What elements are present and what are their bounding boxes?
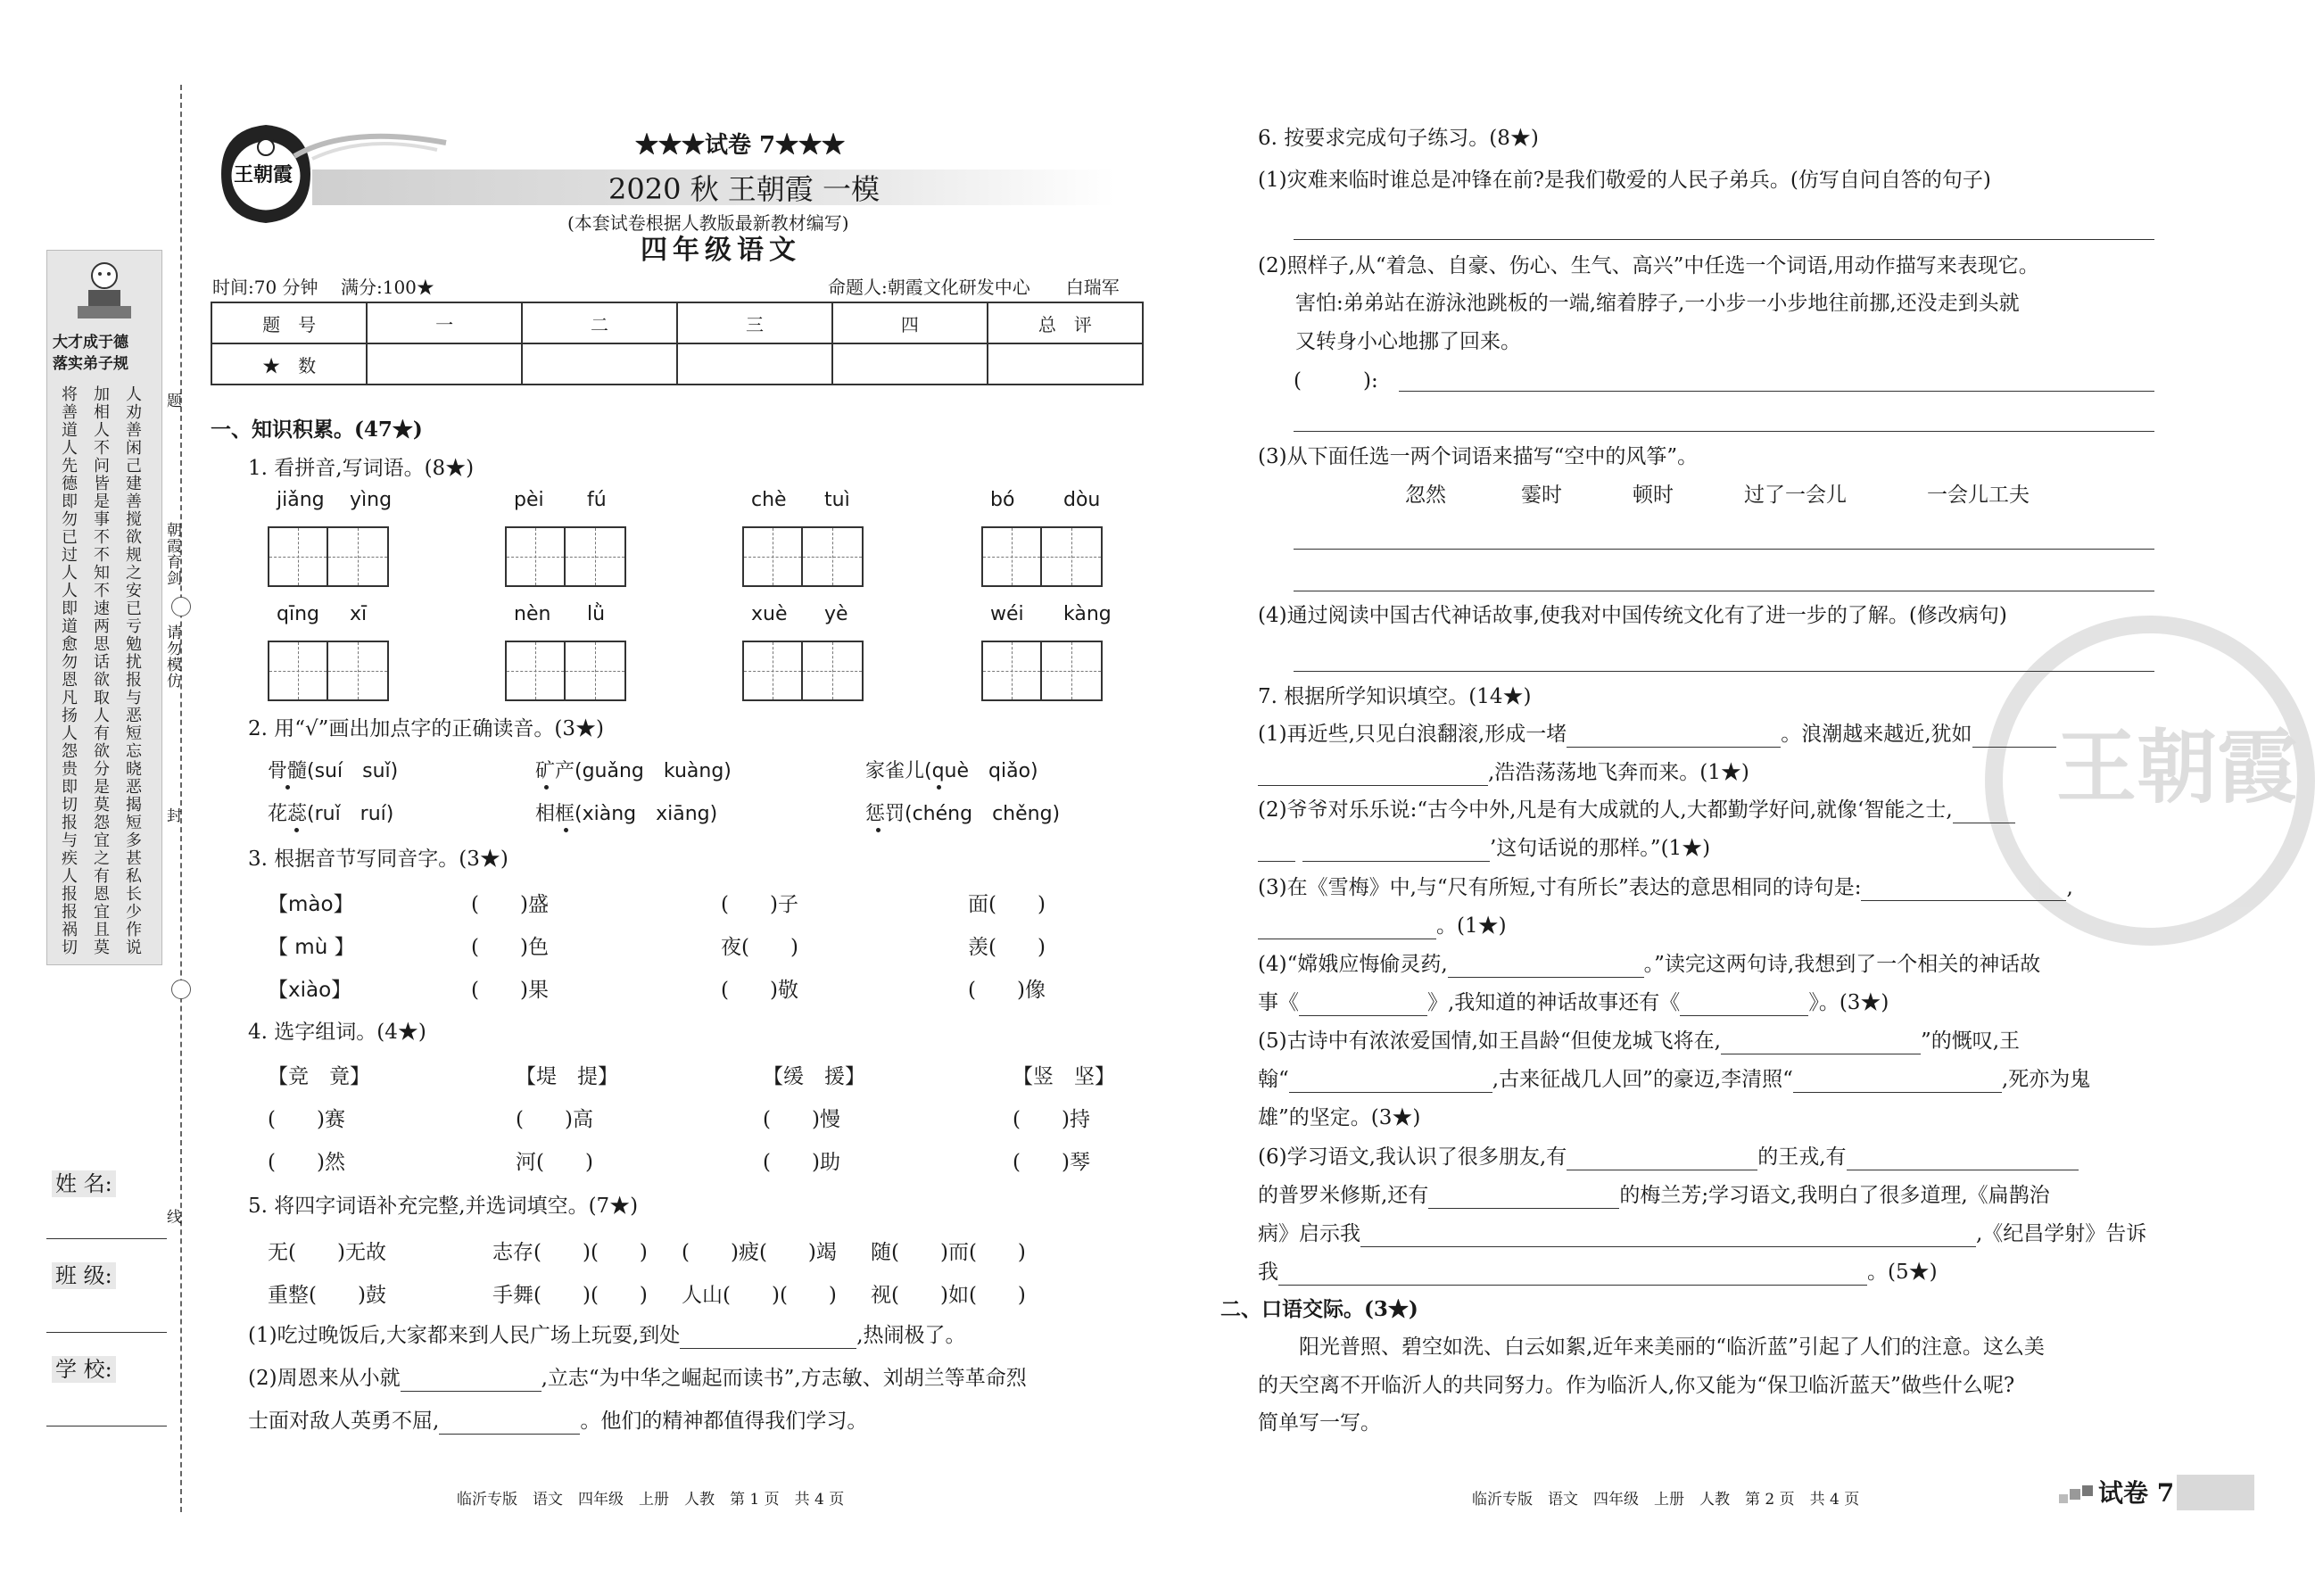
q3-fill-item[interactable]: ( )色 — [471, 936, 549, 959]
tianzige-cell[interactable] — [328, 641, 389, 701]
q7-text: ’这句话说的那样。”(1★) — [1490, 837, 1711, 860]
q3-fill-item[interactable]: ( )果 — [471, 979, 549, 1002]
q5-sentence-2 — [248, 1365, 1027, 1392]
sidebar-mark-ti: 题 — [163, 393, 181, 409]
q7-text: ”的慨叹,王 — [1920, 1030, 2021, 1053]
sidebar-motto-column: 报与恶短 — [123, 671, 142, 742]
q3-fill-item[interactable]: ( )敬 — [721, 979, 798, 1002]
pinyin-syllable: dòu — [1063, 489, 1101, 511]
score-header-cell: 四 — [832, 302, 988, 343]
sidebar-motto-column: 报与疾人 — [59, 814, 78, 885]
sidebar-motto-column: 己建善搅 — [123, 457, 142, 528]
q7-text: ,古来征战几人回”的豪迈,李清照“ — [1492, 1068, 1793, 1091]
footer-right: 临沂专版 语文 四年级 上册 人教 第 2 页 共 4 页 — [1472, 1491, 1860, 1509]
tianzige-cell[interactable] — [566, 526, 626, 587]
section2-title: 二、口语交际。(3★) — [1220, 1297, 1418, 1321]
q2-item: 惩罚(chéng chěng) — [865, 803, 1061, 825]
score-header-cell: 题 号 — [211, 302, 367, 343]
score-header-cell: 一 — [367, 302, 522, 343]
q7-line-6 — [1258, 913, 1507, 939]
q2-title: 2. 用“√”画出加点字的正确读音。(3★) — [248, 717, 605, 740]
q3-syllable: 【 mù 】 — [268, 936, 355, 959]
q7-blank[interactable] — [1567, 1150, 1757, 1170]
q5-idiom[interactable]: 重整( )鼓 — [268, 1284, 386, 1307]
q5-s2-text-a: (2)周恩来从小就 — [248, 1367, 401, 1390]
sidebar-motto-column: 欲取人有 — [91, 671, 110, 742]
footer-tag-squares — [2059, 1485, 2095, 1503]
tianzige-cell[interactable] — [505, 526, 566, 587]
q7-line-10 — [1258, 1066, 2090, 1093]
sidebar-motto-top: 大才成于德 — [53, 334, 128, 351]
score-header-cell: 二 — [522, 302, 677, 343]
q7-blank[interactable] — [1721, 1034, 1921, 1054]
q5-idiom[interactable]: ( )疲( )竭 — [682, 1241, 837, 1264]
q7-text: 。(5★) — [1867, 1261, 1938, 1284]
section1-title: 一、知识积累。(47★) — [211, 418, 423, 442]
q2-item: 相框(xiàng xiāng) — [535, 803, 718, 825]
pinyin-syllable: nèn — [514, 603, 551, 625]
brand-logo-text: 王朝霞 — [234, 163, 294, 186]
q3-syllable: 【mào】 — [268, 893, 354, 916]
sidebar-seal-circle-2 — [171, 980, 191, 999]
q7-blank[interactable] — [1793, 1072, 2002, 1093]
footer-tag-bar — [2177, 1475, 2254, 1510]
tianzige-box[interactable] — [268, 641, 389, 701]
q7-text: 翰“ — [1258, 1068, 1289, 1091]
q4-choice-pair: 【缓 援】 — [763, 1065, 865, 1088]
exam-subtitle: (本套试卷根据人教版最新教材编写) — [567, 212, 849, 234]
tianzige-cell[interactable] — [268, 526, 328, 587]
q6-part3: (3)从下面任选一两个词语来描写“空中的风筝”。 — [1258, 445, 1699, 468]
pinyin-syllable: xī — [350, 603, 368, 625]
q7-text: 的王戎,有 — [1757, 1145, 1847, 1169]
sidebar-motto-column: 怨宜之有 — [91, 814, 110, 885]
q7-text: 》。(3★) — [1808, 991, 1889, 1014]
q7-text: (3)在《雪梅》中,与“尺有所短,寸有所长”表达的意思相同的诗句是: — [1258, 876, 1862, 899]
sidebar-figure — [69, 256, 140, 327]
school-label: 学 校: — [52, 1356, 116, 1383]
q4-choice-pair: 【堤 提】 — [516, 1065, 618, 1088]
q7-line-1 — [1258, 721, 2056, 748]
q7-blank[interactable] — [1258, 841, 1295, 862]
q6-part2: (2)照样子,从“着急、自豪、伤心、生气、高兴”中任选一个词语,用动作描写来表现它。 — [1258, 254, 2039, 277]
q7-line-11: 雄”的坚定。(3★) — [1258, 1106, 1421, 1129]
score-header-cell: 总 评 — [988, 302, 1143, 343]
tianzige-box[interactable] — [505, 641, 626, 701]
q7-blank[interactable] — [1258, 919, 1436, 939]
q4-choice-pair: 【竞 竟】 — [268, 1065, 370, 1088]
q5-s2-blank-2[interactable] — [439, 1414, 580, 1435]
name-label: 姓 名: — [52, 1170, 116, 1197]
q6-part4: (4)通过阅读中国古代神话故事,使我对中国传统文化有了进一步的了解。(修改病句) — [1258, 604, 2007, 627]
q4-fill-item[interactable]: 河( ) — [516, 1151, 593, 1174]
tianzige-cell[interactable] — [742, 641, 803, 701]
sidebar-motto-column: 人劝善闲 — [123, 385, 142, 457]
q3-fill-item[interactable]: 羡( ) — [968, 936, 1046, 959]
sidebar-motto-column: 短多甚私 — [123, 814, 142, 885]
q7-line-13 — [1258, 1182, 2050, 1209]
q7-line-15 — [1258, 1259, 1938, 1286]
score-input-cell[interactable] — [988, 343, 1143, 385]
q6-word: 霎时 — [1521, 484, 1562, 507]
sidebar-motto-column: 恩宜且莫 — [91, 885, 110, 956]
section2-paragraph-2: 的天空离不开临沂人的共同努力。作为临沂人,你又能为“保卫临沂蓝天”做些什么呢? — [1258, 1374, 2015, 1397]
emphasis-dot — [294, 828, 299, 832]
q7-text: ,《纪昌学射》告诉 — [1976, 1222, 2147, 1245]
sidebar-motto-column: 即道愈勿 — [59, 600, 78, 671]
q7-blank[interactable] — [1258, 765, 1488, 786]
emphasis-dot — [876, 828, 881, 832]
q7-blank[interactable] — [1953, 803, 2015, 823]
q5-s1-blank[interactable] — [680, 1328, 856, 1349]
tianzige-cell[interactable] — [981, 526, 1042, 587]
q7-text: (2)爷爷对乐乐说:“古今中外,凡是有大成就的人,大都勤学好问,就像‘智能之士, — [1258, 798, 1953, 822]
sidebar-motto-column: 怨贵即切 — [59, 742, 78, 814]
q5-s1-text-b: ,热闹极了。 — [856, 1324, 966, 1347]
q4-fill-item[interactable]: ( )琴 — [1013, 1151, 1090, 1174]
emphasis-dot — [285, 785, 290, 790]
q6-part2-example-1: 害怕:弟弟站在游泳池跳板的一端,缩着脖子,一小步一小步地往前挪,还没走到头就 — [1295, 292, 2020, 315]
sidebar-mark-xian: 线 — [163, 1209, 181, 1225]
score-label-cell: ★ 数 — [211, 343, 367, 385]
sidebar-columns — [52, 385, 157, 956]
tianzige-cell[interactable] — [981, 641, 1042, 701]
pinyin-syllable: qīng — [277, 603, 319, 625]
score-input-cell[interactable] — [677, 343, 832, 385]
tianzige-cell[interactable] — [1042, 526, 1103, 587]
q7-blank[interactable] — [1360, 1227, 1976, 1247]
tianzige-box[interactable] — [981, 641, 1103, 701]
pinyin-syllable: wéi — [990, 603, 1024, 625]
q4-fill-item[interactable]: ( )然 — [268, 1151, 345, 1174]
q3-fill-item[interactable]: 夜( ) — [721, 936, 798, 959]
q7-line-7 — [1258, 951, 2040, 978]
q5-idiom[interactable]: 随( )而( ) — [871, 1241, 1026, 1264]
q7-line-3 — [1258, 797, 2015, 823]
pinyin-syllable: xuè — [751, 603, 788, 625]
pinyin-syllable: kàng — [1063, 603, 1112, 625]
q5-s2-blank-1[interactable] — [401, 1371, 542, 1392]
q7-text: (6)学习语文,我认识了很多朋友,有 — [1258, 1145, 1567, 1169]
q7-text: 的梅兰芳;学习语文,我明白了很多道理,《扁鹊治 — [1619, 1184, 2050, 1207]
pinyin-syllable: fú — [587, 489, 607, 511]
exam-grade: 四年级语文 — [641, 235, 801, 266]
q4-fill-item[interactable]: ( )慢 — [763, 1108, 840, 1131]
q7-text: 》,我知道的神话故事还有《 — [1427, 991, 1681, 1014]
exam-title: 2020 秋 王朝霞 一模 — [608, 172, 880, 206]
q3-fill-item[interactable]: ( )像 — [968, 979, 1046, 1002]
tianzige-cell[interactable] — [742, 526, 803, 587]
exam-number: ★★★试卷 7★★★ — [635, 132, 846, 159]
q5-sentence-1 — [248, 1322, 966, 1349]
sidebar-motto-column: 已过人人 — [59, 528, 78, 600]
q7-title: 7. 根据所学知识填空。(14★) — [1258, 685, 1532, 708]
q7-line-14 — [1258, 1220, 2146, 1247]
sidebar-mark-hong: 朝霞育剑 — [163, 522, 181, 586]
q6-part1: (1)灾难来临时谁总是冲锋在前?是我们敬爱的人民子弟兵。(仿写自问自答的句子) — [1258, 169, 1991, 192]
q7-blank[interactable] — [1299, 996, 1427, 1016]
q3-fill-item[interactable]: ( )盛 — [471, 893, 549, 916]
sidebar-motto-column: 速两思话 — [91, 600, 110, 671]
pinyin-syllable: yè — [824, 603, 848, 625]
q7-line-2 — [1258, 759, 1749, 786]
q6-part2-fill-label: ( ): — [1294, 369, 1378, 393]
pinyin-syllable: tuì — [824, 489, 850, 511]
q5-s2-text-c: 士面对敌人英勇不屈, — [248, 1410, 440, 1433]
tianzige-cell[interactable] — [803, 526, 864, 587]
q4-title: 4. 选字组词。(4★) — [248, 1021, 426, 1044]
score-table-value-row — [211, 343, 1143, 385]
tianzige-box[interactable] — [742, 641, 864, 701]
score-table — [211, 302, 1144, 385]
q5-idiom[interactable]: 志存( )( ) — [492, 1241, 648, 1264]
pinyin-syllable: lǜ — [587, 603, 606, 625]
q6-word: 忽然 — [1405, 484, 1446, 507]
q7-blank[interactable] — [1289, 1072, 1492, 1093]
q5-idiom[interactable]: 无( )无故 — [268, 1241, 386, 1264]
q7-blank[interactable] — [1680, 996, 1808, 1016]
score-table-header-row — [211, 302, 1143, 343]
section2-paragraph-1: 阳光普照、碧空如洗、白云如絮,近年来美丽的“临沂蓝”引起了人们的注意。这么美 — [1299, 1336, 2045, 1359]
q7-text: 我 — [1258, 1261, 1278, 1284]
header-swoosh — [294, 125, 446, 161]
sidebar-motto-column: 已亏勉扰 — [123, 600, 142, 671]
pinyin-syllable: yìng — [350, 489, 393, 511]
score-input-cell[interactable] — [522, 343, 677, 385]
emphasis-dot — [564, 828, 568, 832]
q7-text: 。(1★) — [1436, 914, 1507, 938]
sidebar-motto-column: 问皆是事 — [91, 457, 110, 528]
tianzige-cell[interactable] — [1042, 641, 1103, 701]
q7-blank[interactable] — [1428, 1188, 1619, 1209]
q4-choice-pair: 【竖 坚】 — [1013, 1065, 1115, 1088]
tianzige-cell[interactable] — [803, 641, 864, 701]
q2-item: 花蕊(ruǐ ruí) — [268, 803, 394, 825]
q7-text: (1)再近些,只见白浪翻滚,形成一堵 — [1258, 723, 1567, 746]
class-field[interactable] — [46, 1332, 167, 1333]
q6-part2-answer-line-1[interactable] — [1399, 391, 2154, 392]
sidebar-motto-column: 欲分是莫 — [91, 742, 110, 814]
name-field[interactable] — [46, 1238, 167, 1239]
q4-fill-item[interactable]: ( )持 — [1013, 1108, 1090, 1131]
q7-blank[interactable] — [1278, 1265, 1867, 1286]
q7-blank[interactable] — [1567, 727, 1781, 748]
emphasis-dot — [937, 785, 941, 790]
q4-fill-item[interactable]: ( )赛 — [268, 1108, 345, 1131]
tianzige-box[interactable] — [505, 526, 626, 587]
q6-part2-answer-line-2[interactable] — [1294, 431, 2154, 432]
q7-text: 事《 — [1258, 991, 1299, 1014]
score-input-cell[interactable] — [367, 343, 522, 385]
q7-blank[interactable] — [1847, 1150, 2079, 1170]
q6-title: 6. 按要求完成句子练习。(8★) — [1258, 127, 1539, 150]
binding-dashed-line — [180, 85, 182, 1512]
tianzige-cell[interactable] — [268, 641, 328, 701]
sidebar-motto-column: 长少作说 — [123, 885, 142, 956]
pinyin-syllable: chè — [751, 489, 787, 511]
sidebar-motto-column: 加相人不 — [91, 385, 110, 457]
score-input-cell[interactable] — [832, 343, 988, 385]
q3-syllable: 【xiào】 — [268, 979, 352, 1002]
q5-idiom[interactable]: 人山( )( ) — [682, 1284, 837, 1307]
sidebar-motto-column: 恩凡扬人 — [59, 671, 78, 742]
q7-text: (4)“嫦娥应悔偷灵药, — [1258, 953, 1448, 976]
q2-item: 骨髓(suí suǐ) — [268, 760, 399, 782]
q7-blank[interactable] — [1861, 881, 2066, 901]
q7-text: 。浪潮越来越近,犹如 — [1781, 723, 1972, 746]
q6-part4-answer-line[interactable] — [1294, 671, 2154, 672]
q7-text: 。”读完这两句诗,我想到了一个相关的神话故 — [1643, 953, 2041, 976]
tianzige-cell[interactable] — [566, 641, 626, 701]
sidebar-motto-column: 忘晓恶揭 — [123, 742, 142, 814]
q7-line-5: (3)在《雪梅》中,与“尺有所短,寸有所长”表达的意思相同的诗句是: , — [1258, 876, 2073, 899]
q1-title: 1. 看拼音,写词语。(8★) — [248, 457, 475, 480]
q7-line-9 — [1258, 1028, 2020, 1054]
q3-fill-item[interactable]: ( )子 — [721, 893, 798, 916]
sidebar-seal-circle — [171, 597, 191, 616]
tianzige-box[interactable] — [268, 526, 389, 587]
q6-part3-answer-line-1[interactable] — [1294, 549, 2154, 550]
q7-line-8 — [1258, 989, 1889, 1016]
q6-part1-answer-line[interactable] — [1294, 239, 2154, 240]
sidebar-motto-column: 将善道人 — [59, 385, 78, 457]
q5-title: 5. 将四字词语补充完整,并选词填空。(7★) — [248, 1195, 639, 1218]
score-header-cell: 三 — [677, 302, 832, 343]
footer-left: 临沂专版 语文 四年级 上册 人教 第 1 页 共 4 页 — [457, 1491, 845, 1509]
watermark-text: 王朝霞 — [2056, 720, 2297, 815]
q7-text: (5)古诗中有浓浓爱国情,如王昌龄“但使龙城飞将在, — [1258, 1030, 1721, 1053]
q5-s1-text-a: (1)吃过晚饭后,大家都来到人民广场上玩耍,到处 — [248, 1324, 681, 1347]
q5-s2-text-b: ,立志“为中华之崛起而读书”,方志敏、刘胡兰等革命烈 — [541, 1367, 1027, 1390]
exam-time: 时间:70 分钟 — [212, 277, 318, 298]
q5-idiom[interactable]: 手舞( )( ) — [492, 1284, 648, 1307]
q3-fill-item[interactable]: 面( ) — [968, 893, 1046, 916]
q6-word: 一会儿工夫 — [1927, 484, 2030, 507]
q6-part2-example-2: 又转身小心地挪了回来。 — [1295, 330, 1521, 353]
section2-paragraph-3: 简单写一写。 — [1258, 1411, 1381, 1435]
footer-tag: 试卷 7 — [2098, 1478, 2175, 1508]
class-label: 班 级: — [52, 1262, 116, 1289]
sidebar-mark-mofang: 请勿模仿 — [163, 624, 181, 689]
q4-fill-item[interactable]: ( )助 — [763, 1151, 840, 1174]
tianzige-box[interactable] — [981, 526, 1103, 587]
tianzige-cell[interactable] — [505, 641, 566, 701]
q7-blank[interactable] — [1972, 727, 2056, 748]
q7-text: 病》启示我 — [1258, 1222, 1360, 1245]
q4-fill-item[interactable]: ( )高 — [516, 1108, 593, 1131]
q2-item: 矿产(guǎng kuàng) — [535, 760, 732, 782]
sidebar-mark-feng: 封 — [163, 807, 181, 823]
q6-word: 过了一会儿 — [1744, 484, 1847, 507]
tianzige-box[interactable] — [742, 526, 864, 587]
tianzige-cell[interactable] — [328, 526, 389, 587]
q7-text: ,浩浩荡荡地飞奔而来。(1★) — [1488, 761, 1749, 784]
q5-idiom[interactable]: 视( )如( ) — [871, 1284, 1026, 1307]
q6-word: 顿时 — [1633, 484, 1674, 507]
q7-line-12 — [1258, 1144, 2079, 1170]
pinyin-syllable: bó — [990, 489, 1015, 511]
q3-title: 3. 根据音节写同音字。(3★) — [248, 848, 508, 871]
q7-line-4 — [1258, 835, 1710, 862]
exam-full-score: 满分:100★ — [341, 277, 434, 298]
q7-blank[interactable] — [1448, 957, 1644, 978]
sidebar-motto-column: 先德即勿 — [59, 457, 78, 528]
sidebar-motto-bottom: 落实弟子规 — [53, 355, 128, 373]
pinyin-syllable: pèi — [514, 489, 544, 511]
sidebar-motto-column: 不不知不 — [91, 528, 110, 600]
sidebar-motto-column: 报报祸切 — [59, 885, 78, 956]
emphasis-dot — [544, 785, 549, 790]
q5-s2-text-d: 。他们的精神都值得我们学习。 — [580, 1410, 868, 1433]
q5-sentence-2-cont — [248, 1408, 867, 1435]
q7-blank[interactable] — [1302, 841, 1490, 862]
exam-author: 命题人:朝霞文化研发中心 白瑞军 — [828, 277, 1120, 298]
q7-text: ,死亦为鬼 — [2001, 1068, 2091, 1091]
q7-text: 的普罗米修斯,还有 — [1258, 1184, 1429, 1207]
sidebar-motto-column: 欲规之安 — [123, 528, 142, 600]
pinyin-syllable: jiǎng — [277, 489, 325, 511]
q2-item: 家雀儿(què qiǎo) — [865, 760, 1038, 782]
